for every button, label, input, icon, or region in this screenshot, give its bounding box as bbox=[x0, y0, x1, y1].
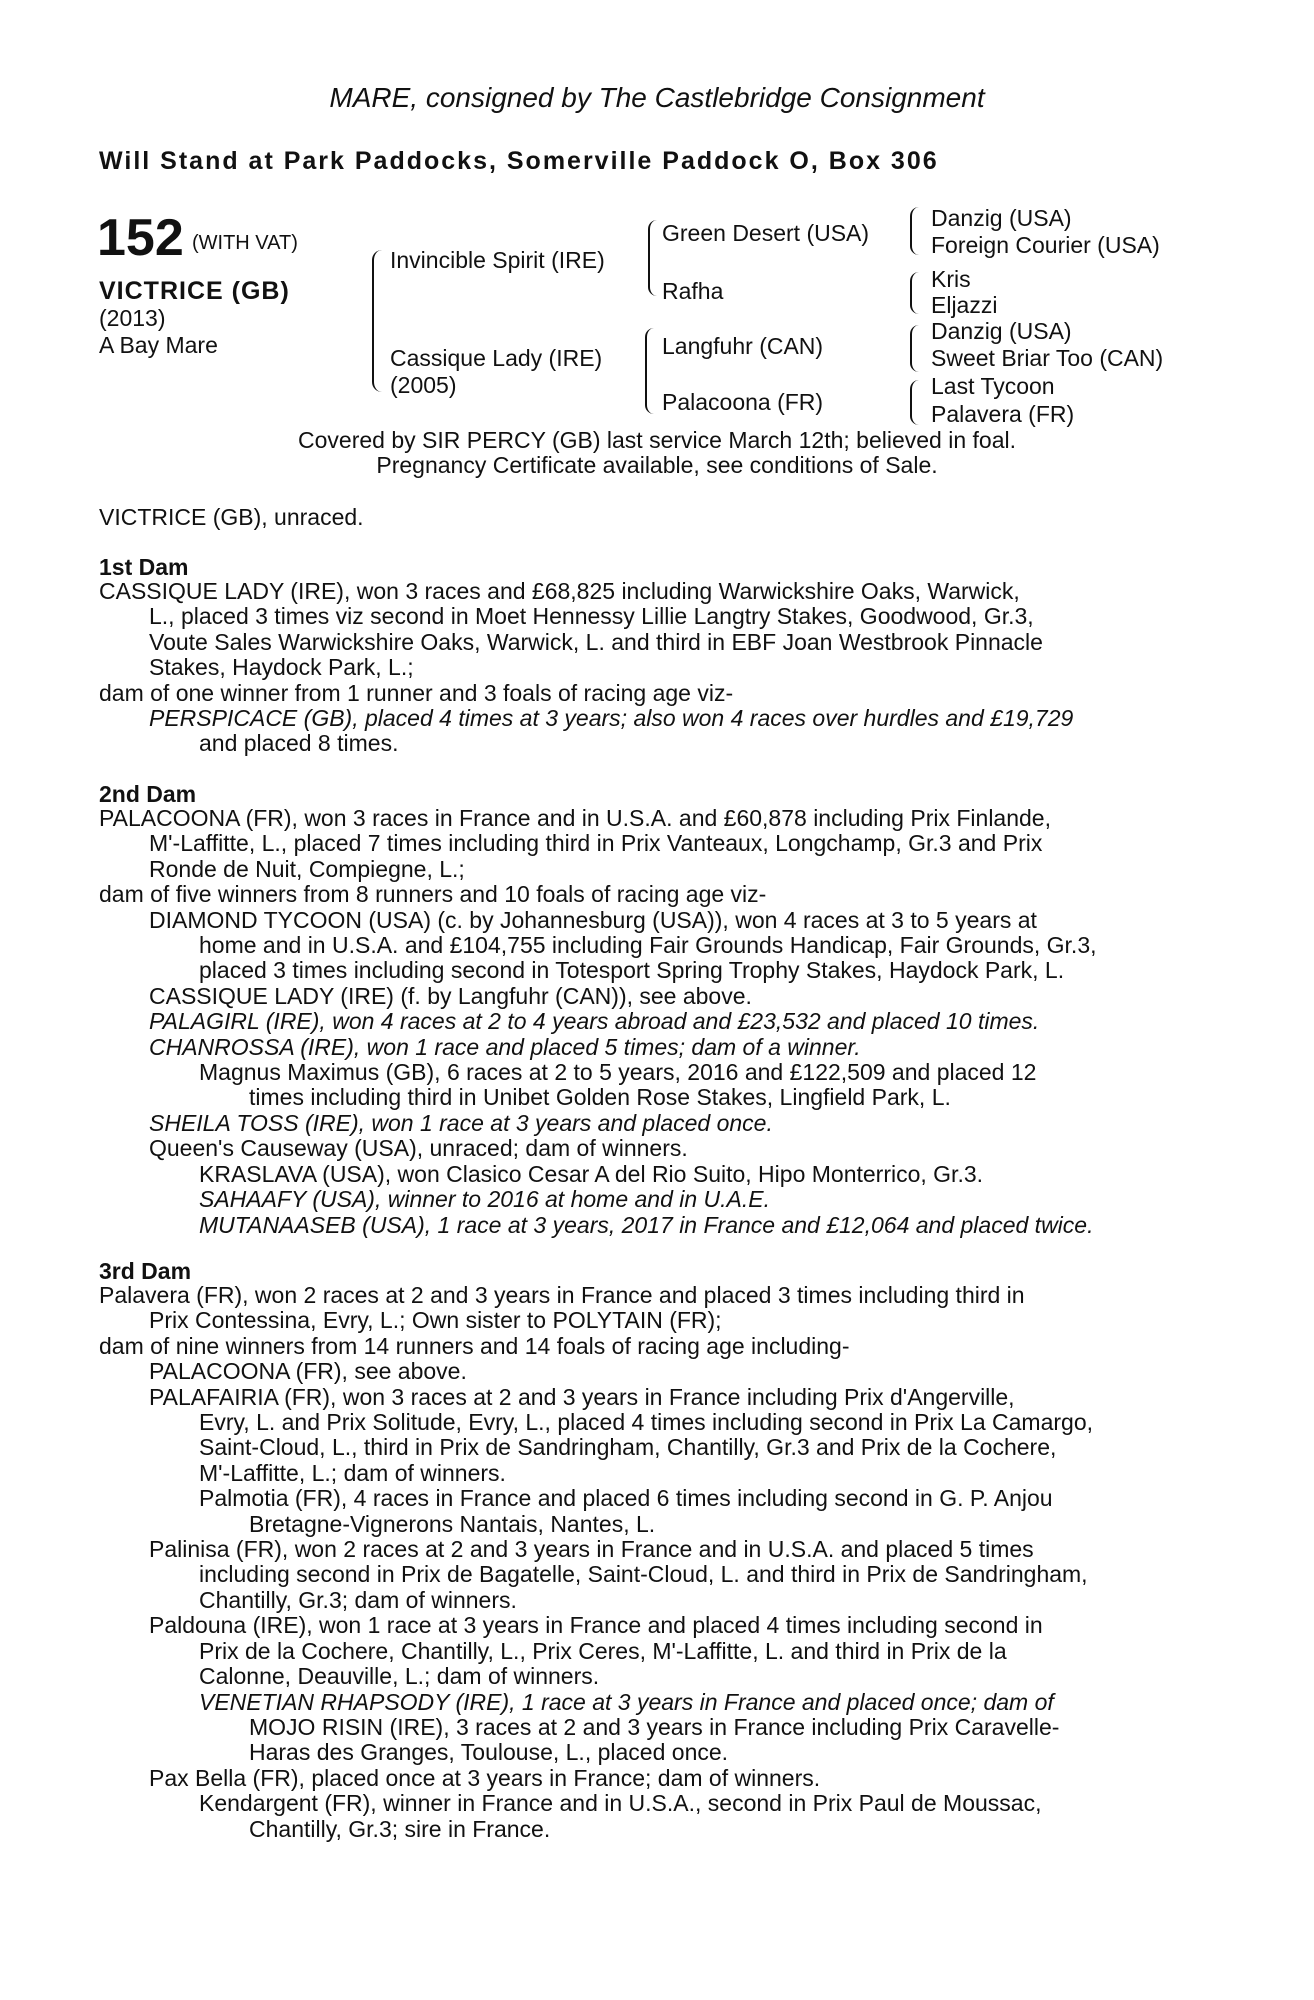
pedigree-dam-year: (2005) bbox=[390, 372, 457, 398]
stand-location: Will Stand at Park Paddocks, Somerville Paddock O, Box 306 bbox=[99, 147, 939, 175]
text-line: Bretagne-Vignerons Nantais, Nantes, L. bbox=[249, 1510, 656, 1537]
pedigree-brace bbox=[910, 272, 919, 314]
text-line: VENETIAN RHAPSODY (IRE), 1 race at 3 years in France and placed once; dam of bbox=[199, 1688, 1054, 1715]
section-heading: 3rd Dam bbox=[99, 1258, 192, 1284]
pedigree-brace bbox=[910, 380, 919, 425]
text-line: Stakes, Haydock Park, L.; bbox=[149, 654, 414, 681]
pedigree-dam-sire: Langfuhr (CAN) bbox=[662, 333, 824, 359]
text-line: Magnus Maximus (GB), 6 races at 2 to 5 years, 2016 and £122,509 and placed 12 bbox=[199, 1059, 1037, 1086]
text-line: CASSIQUE LADY (IRE), won 3 races and £68,825 including Warwickshire Oaks, Warwick, bbox=[99, 578, 1020, 604]
intro-line: VICTRICE (GB), unraced. bbox=[99, 504, 364, 530]
lot-vat: (WITH VAT) bbox=[192, 232, 298, 254]
text-line: CASSIQUE LADY (IRE) (f. by Langfuhr (CAN)), see above. bbox=[149, 982, 752, 1009]
text-line: PERSPICACE (GB), placed 4 times at 3 years; also won 4 races over hurdles and £19,729 bbox=[149, 705, 1074, 732]
pedigree-brace bbox=[645, 328, 654, 414]
text-line: Kendargent (FR), winner in France and in U.S.A., second in Prix Paul de Moussac, bbox=[199, 1790, 1042, 1817]
text-line: dam of one winner from 1 runner and 3 foals of racing age viz- bbox=[99, 679, 734, 706]
text-line: PALACOONA (FR), see above. bbox=[149, 1358, 467, 1385]
text-line: dam of five winners from 8 runners and 10 foals of racing age viz- bbox=[99, 881, 767, 908]
text-line: Prix Contessina, Evry, L.; Own sister to POLYTAIN (FR); bbox=[149, 1307, 722, 1334]
lot-number: 152 bbox=[97, 209, 184, 267]
text-line: M'-Laffitte, L., placed 7 times including third in Prix Vanteaux, Longchamp, Gr.3 and Prix bbox=[149, 830, 1043, 857]
horse-year: (2013) bbox=[99, 305, 166, 331]
pedigree-g6: Sweet Briar Too (CAN) bbox=[931, 345, 1164, 371]
pedigree-g1: Danzig (USA) bbox=[931, 205, 1072, 231]
pedigree-g4: Eljazzi bbox=[931, 292, 998, 318]
text-line: Chantilly, Gr.3; sire in France. bbox=[249, 1815, 551, 1842]
pedigree-sire-sire: Green Desert (USA) bbox=[662, 220, 870, 246]
text-line: Saint-Cloud, L., third in Prix de Sandringham, Chantilly, Gr.3 and Prix de la Cochere, bbox=[199, 1434, 1057, 1461]
text-line: Evry, L. and Prix Solitude, Evry, L., placed 4 times including second in Prix La Camargo, bbox=[199, 1409, 1094, 1436]
text-line: Voute Sales Warwickshire Oaks, Warwick, L. and third in EBF Joan Westbrook Pinnacle bbox=[149, 628, 1043, 655]
text-line: PALACOONA (FR), won 3 races in France and in U.S.A. and £60,878 including Prix Finlande, bbox=[99, 805, 1051, 831]
pedigree-dam: Cassique Lady (IRE) bbox=[390, 345, 603, 371]
horse-name: VICTRICE (GB) bbox=[99, 277, 290, 305]
text-line: MOJO RISIN (IRE), 3 races at 2 and 3 years in France including Prix Caravelle- bbox=[249, 1713, 1060, 1740]
second-dam-text bbox=[99, 806, 1204, 1238]
text-line: MUTANAASEB (USA), 1 race at 3 years, 2017 in France and £12,064 and placed twice. bbox=[199, 1211, 1094, 1238]
pedigree-brace bbox=[910, 207, 919, 255]
third-dam-text bbox=[99, 1283, 1204, 1842]
text-line: Calonne, Deauville, L.; dam of winners. bbox=[199, 1663, 600, 1690]
text-line: including second in Prix de Bagatelle, Saint-Cloud, L. and third in Prix de Sandringham, bbox=[199, 1561, 1088, 1588]
horse-description: A Bay Mare bbox=[99, 332, 218, 358]
text-line: Paldouna (IRE), won 1 race at 3 years in France and placed 4 times including second in bbox=[149, 1612, 1043, 1639]
pedigree-g7: Last Tycoon bbox=[931, 373, 1055, 399]
section-heading: 1st Dam bbox=[99, 554, 189, 580]
text-line: Queen's Causeway (USA), unraced; dam of winners. bbox=[149, 1135, 688, 1162]
text-line: Palinisa (FR), won 2 races at 2 and 3 years in France and in U.S.A. and placed 5 times bbox=[149, 1536, 1034, 1563]
text-line: SAHAAFY (USA), winner to 2016 at home and in U.A.E. bbox=[199, 1186, 771, 1213]
cover-line: Covered by SIR PERCY (GB) last service March 12th; believed in foal. bbox=[298, 427, 1016, 453]
pedigree-sire-dam: Rafha bbox=[662, 278, 724, 304]
text-line: Palavera (FR), won 2 races at 2 and 3 years in France and placed 3 times including third in bbox=[99, 1282, 1025, 1308]
text-line: PALAFAIRIA (FR), won 3 races at 2 and 3 years in France including Prix d'Angerville, bbox=[149, 1383, 1015, 1410]
text-line: dam of nine winners from 14 runners and 14 foals of racing age including- bbox=[99, 1332, 850, 1359]
pedigree-sire: Invincible Spirit (IRE) bbox=[390, 247, 605, 273]
text-line: PALAGIRL (IRE), won 4 races at 2 to 4 years abroad and £23,532 and placed 10 times. bbox=[149, 1008, 1040, 1035]
text-line: Ronde de Nuit, Compiegne, L.; bbox=[149, 855, 465, 882]
text-line: home and in U.S.A. and £104,755 including Fair Grounds Handicap, Fair Grounds, Gr.3, bbox=[199, 932, 1097, 959]
text-line: and placed 8 times. bbox=[199, 730, 399, 757]
pedigree-brace bbox=[648, 220, 657, 296]
text-line: M'-Laffitte, L.; dam of winners. bbox=[199, 1459, 506, 1486]
text-line: L., placed 3 times viz second in Moet Hennessy Lillie Langtry Stakes, Goodwood, Gr.3, bbox=[149, 603, 1034, 630]
text-line: placed 3 times including second in Totesport Spring Trophy Stakes, Haydock Park, L. bbox=[199, 957, 1065, 984]
pregnancy-line: Pregnancy Certificate available, see conditions of Sale. bbox=[376, 452, 938, 478]
text-line: SHEILA TOSS (IRE), won 1 race at 3 years and placed once. bbox=[149, 1109, 773, 1136]
pedigree-brace bbox=[372, 250, 382, 392]
pedigree-dam-dam: Palacoona (FR) bbox=[662, 389, 824, 415]
text-line: CHANROSSA (IRE), won 1 race and placed 5 times; dam of a winner. bbox=[149, 1033, 861, 1060]
text-line: Chantilly, Gr.3; dam of winners. bbox=[199, 1586, 517, 1613]
pedigree-g8: Palavera (FR) bbox=[931, 401, 1075, 427]
pedigree-g3: Kris bbox=[931, 266, 971, 292]
section-heading: 2nd Dam bbox=[99, 781, 197, 807]
pedigree-g5: Danzig (USA) bbox=[931, 318, 1072, 344]
text-line: Pax Bella (FR), placed once at 3 years in France; dam of winners. bbox=[149, 1764, 821, 1791]
text-line: Haras des Granges, Toulouse, L., placed once. bbox=[249, 1739, 729, 1766]
text-line: KRASLAVA (USA), won Clasico Cesar A del Rio Suito, Hipo Monterrico, Gr.3. bbox=[199, 1160, 984, 1187]
text-line: Prix de la Cochere, Chantilly, L., Prix Ceres, M'-Laffitte, L. and third in Prix de la bbox=[199, 1637, 1007, 1664]
text-line: Palmotia (FR), 4 races in France and placed 6 times including second in G. P. Anjou bbox=[199, 1485, 1053, 1512]
text-line: DIAMOND TYCOON (USA) (c. by Johannesburg (USA)), won 4 races at 3 to 5 years at bbox=[149, 906, 1037, 933]
page-title: MARE, consigned by The Castlebridge Consignment bbox=[329, 82, 985, 113]
pedigree-g2: Foreign Courier (USA) bbox=[931, 232, 1160, 258]
pedigree-brace bbox=[910, 325, 919, 372]
first-dam-text bbox=[99, 579, 1204, 757]
text-line: times including third in Unibet Golden Rose Stakes, Lingfield Park, L. bbox=[249, 1084, 951, 1111]
